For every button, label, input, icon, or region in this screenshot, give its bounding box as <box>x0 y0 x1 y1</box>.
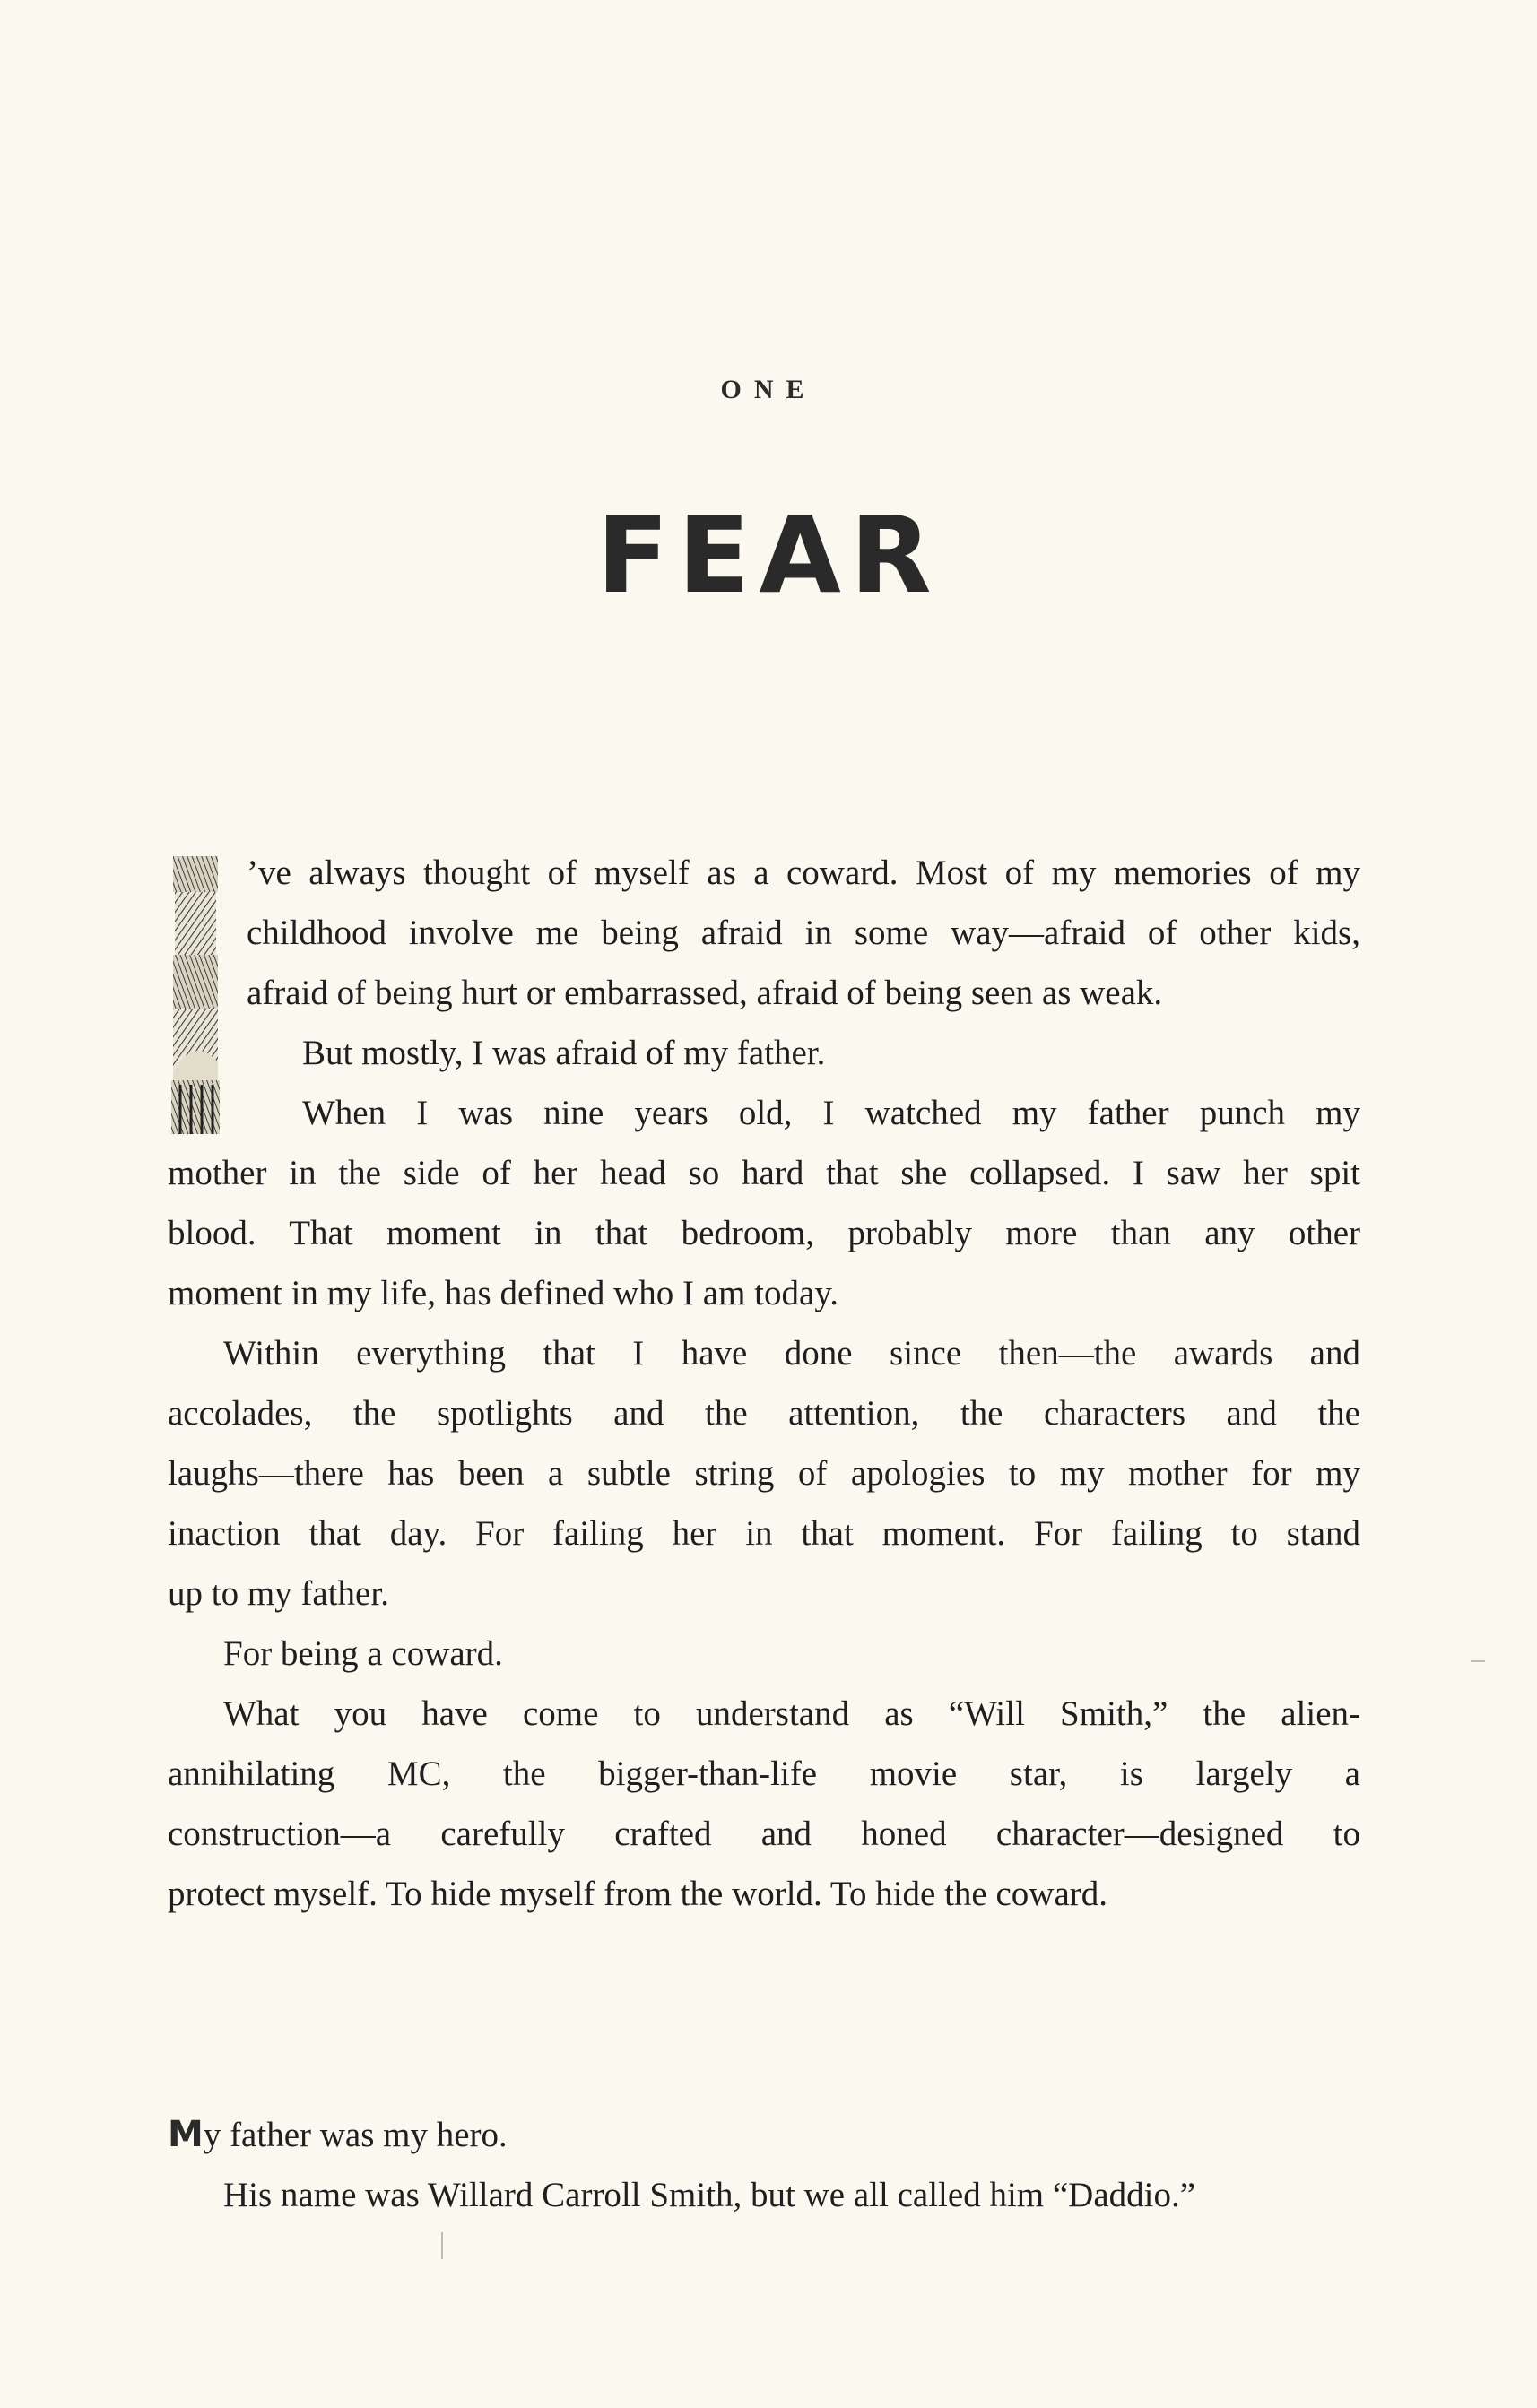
text-line: protect myself. To hide myself from the world. To hide the coward. <box>168 1875 1108 1913</box>
text-line: moment in my life, has defined who I am today. <box>168 1274 839 1312</box>
text-line: Within everything that I have done since then—the awards and <box>223 1334 1360 1373</box>
text-line: annihilating MC, the bigger-than-life movie star, is largely a <box>168 1754 1360 1793</box>
text-line: childhood involve me being afraid in some way—afraid of other kids, <box>247 914 1360 952</box>
section-first-line: y father was my hero. <box>203 2116 508 2154</box>
text-line: inaction that day. For failing her in that moment. For failing to stand <box>168 1514 1360 1553</box>
text-line: ’ve always thought of myself as a coward. Most of my memories of my <box>247 853 1360 892</box>
drop-cap-engraving-icon <box>168 856 223 1134</box>
text-line <box>168 2105 1360 2165</box>
scan-mark <box>1471 1660 1485 1662</box>
text-line: When I was nine years old, I watched my father punch my <box>302 1094 1360 1132</box>
opening-paragraph <box>247 843 1360 1143</box>
body-paragraphs <box>168 1143 1360 1924</box>
text-line: His name was Willard Carroll Smith, but we all called him “Daddio.” <box>223 2176 1196 2214</box>
section-two <box>168 2105 1360 2225</box>
text-line: What you have come to understand as “Will Smith,” the alien- <box>223 1694 1360 1733</box>
text-line: mother in the side of her head so hard that she collapsed. I saw her spit <box>168 1154 1360 1192</box>
chapter-number: ONE <box>720 375 817 404</box>
text-line: blood. That moment in that bedroom, probably more than any other <box>168 1214 1360 1252</box>
text-line: afraid of being hurt or embarrassed, afraid of being seen as weak. <box>247 974 1163 1012</box>
scan-mark <box>441 2232 443 2259</box>
text-line: For being a coward. <box>223 1634 503 1673</box>
text-line: laughs—there has been a subtle string of apologies to my mother for my <box>168 1454 1360 1493</box>
section-initial: M <box>168 2114 204 2155</box>
drop-cap <box>168 856 230 1134</box>
text-line: accolades, the spotlights and the attention, the characters and the <box>168 1394 1360 1433</box>
text-line: construction—a carefully crafted and honed character—designed to <box>168 1815 1360 1853</box>
text-line: up to my father. <box>168 1574 389 1613</box>
text-line: But mostly, I was afraid of my father. <box>302 1034 826 1072</box>
chapter-title: FEAR <box>596 493 941 617</box>
